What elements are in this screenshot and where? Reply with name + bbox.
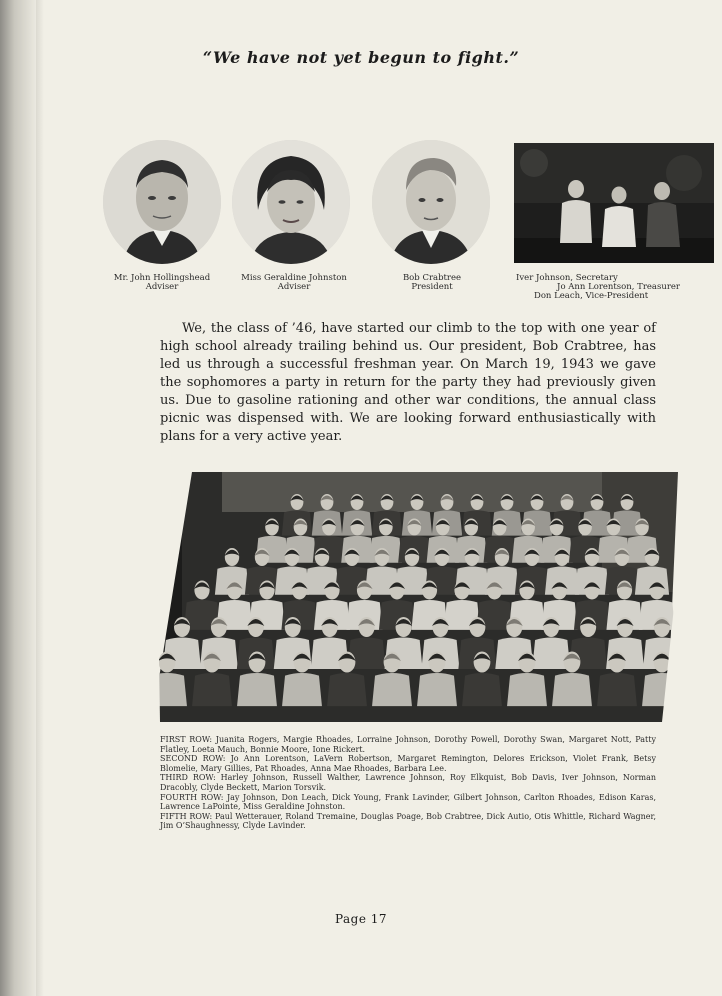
officer-secretary: Iver Johnson, Secretary — [516, 273, 618, 283]
roster-row-names: Juanita Rogers, Margie Rhoades, Lorraine Johnson, Dorothy Powell, Dorothy Swan, Margaret Nott, Patty Flatley, Loeta Mauch, Bonnie Moore, Ione Rickert. — [160, 735, 656, 754]
roster-row-label: THIRD ROW: — [160, 773, 216, 783]
page-edge — [36, 0, 44, 996]
officers-photo — [514, 143, 714, 263]
roster-row-label: FIFTH ROW: — [160, 811, 213, 821]
roster-row-first — [160, 735, 656, 754]
roster-row-label: SECOND ROW: — [160, 754, 226, 764]
caption-hollingshead — [100, 274, 224, 292]
officer-vice-president: Don Leach, Vice-President — [534, 291, 649, 301]
portrait-name: Miss Geraldine Johnston — [241, 273, 347, 283]
portrait-president-crabtree — [372, 140, 490, 264]
roster-row-names: Paul Wetterauer, Roland Tremaine, Douglas Poage, Bob Crabtree, Dick Autio, Otis Whittle, Richard Wagner, Jim O’Shaughnessy, Clyde Lavinder. — [160, 811, 657, 831]
class-motto: “We have not yet begun to fight.” — [202, 48, 520, 67]
roster-row-label: FOURTH ROW: — [160, 792, 224, 802]
portrait-name: Bob Crabtree — [402, 273, 462, 283]
caption-johnston — [226, 274, 362, 292]
roster-row-third — [160, 773, 656, 792]
page-number: Page 17 — [334, 912, 388, 926]
roster-row-names: Harley Johnson, Russell Walther, Lawrence Johnson, Roy Elkquist, Bob Davis, Iver Johnson, Norman Dracobly, Clyde Beckett, Marion Torsvik. — [160, 773, 656, 792]
class-roster — [160, 735, 656, 831]
roster-row-names: Jay Johnson, Don Leach, Dick Young, Frank Lavinder, Gilbert Johnson, Carlton Rhoades, Edison Karas, Lawrence LaPointe, Miss Geraldine Johnston. — [160, 792, 656, 812]
portrait-adviser-hollingshead — [103, 140, 221, 264]
roster-row-second — [160, 754, 656, 773]
portrait-name: Mr. John Hollingshead — [113, 273, 211, 283]
caption-officers — [508, 274, 680, 301]
roster-row-fourth — [160, 793, 656, 812]
roster-row-label: FIRST ROW: — [160, 735, 213, 744]
roster-row-fifth — [160, 812, 656, 831]
class-history-paragraph: We, the class of ’46, have started our climb to the top with one year of high school already trailing behind us. Our president, Bob Crabtree, has led us through a successful freshman year. On March 19, 1943 we gave the sophomores a party in return for the party they had previously given us. Due to gasoline rationing and other war conditions, the annual class picnic was dispensed with. We are looking forward enthusiastically with plans for a very active year. — [160, 321, 656, 444]
portrait-adviser-johnston — [232, 140, 350, 264]
caption-crabtree — [384, 274, 480, 292]
portrait-role: Adviser — [145, 282, 179, 292]
class-group-photo — [122, 472, 692, 722]
portrait-role: Adviser — [277, 282, 311, 292]
officer-treasurer: Jo Ann Lorentson, Treasurer — [557, 282, 680, 292]
roster-row-names: Jo Ann Lorentson, LaVern Robertson, Margaret Remington, Delores Erickson, Violet Frank, Betsy Blomelie, Mary Gillies, Pat Rhoades, Anna Mae Rhoades, Barbara Lee. — [160, 754, 656, 773]
page-gutter-shadow — [0, 0, 36, 996]
portrait-role: President — [411, 282, 453, 292]
